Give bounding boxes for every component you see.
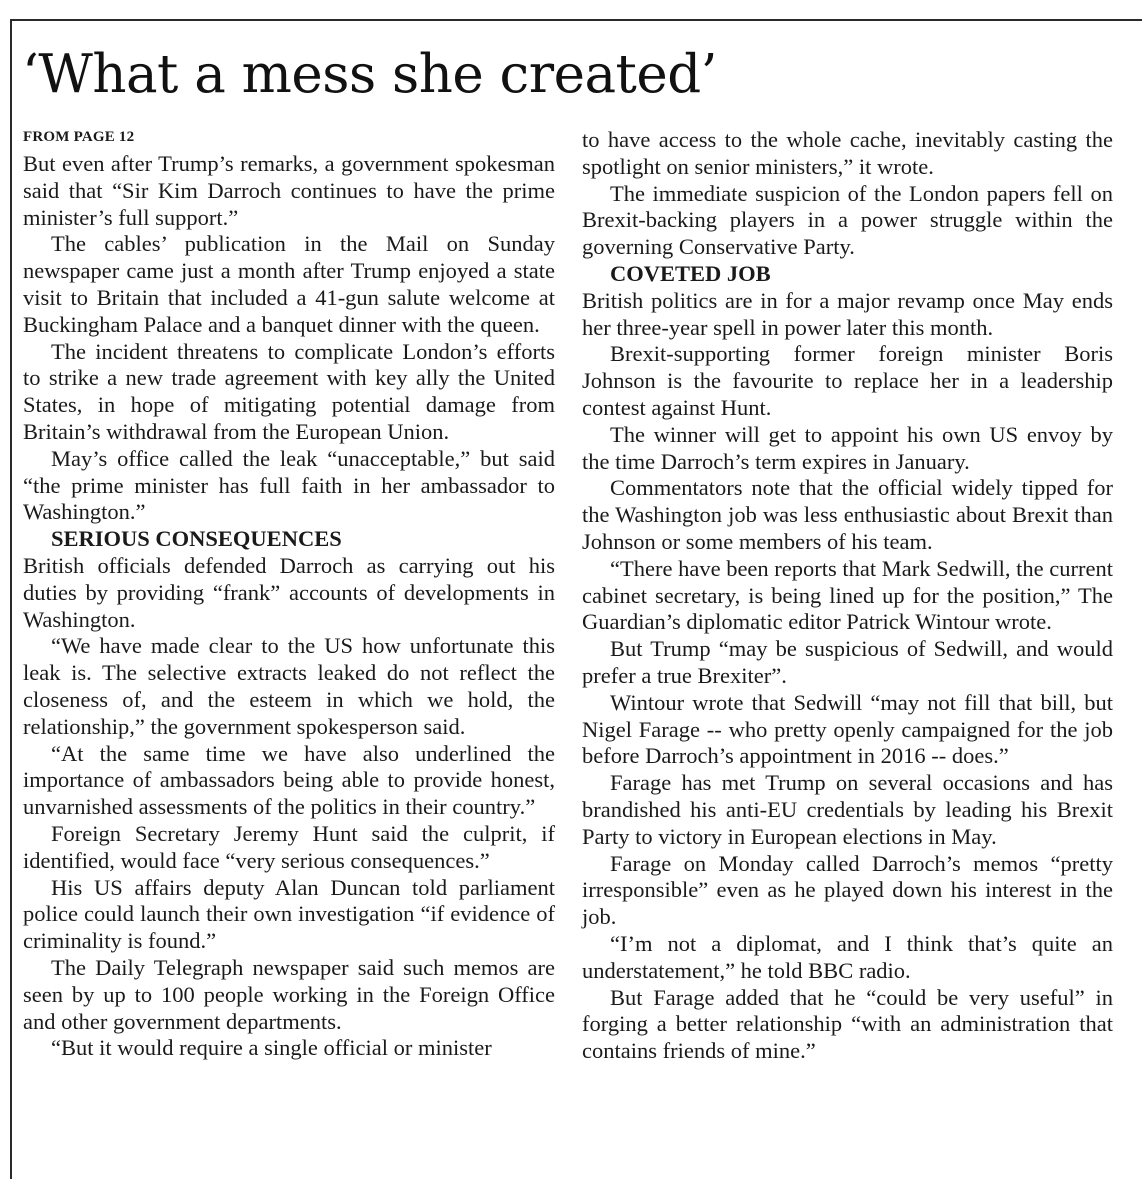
- left-rule: [10, 19, 12, 1179]
- paragraph: “I’m not a diplomat, and I think that’s quite an understatement,” he told BBC radio.: [582, 930, 1113, 983]
- paragraph: “At the same time we have also underlined the importance of ambassadors being able to provide honest, unvarnished assessments of the politics in their country.”: [23, 740, 555, 820]
- paragraph: British officials defended Darroch as carrying out his duties by providing “frank” accounts of developments in Washington.: [23, 552, 555, 632]
- paragraph: Commentators note that the official widely tipped for the Washington job was less enthusiastic about Brexit than Johnson or some members of his team.: [582, 475, 1113, 554]
- paragraph: Wintour wrote that Sedwill “may not fill that bill, but Nigel Farage -- who pretty openly campaigned for the job before Darroch’s appointment in 2016 -- does.”: [582, 689, 1113, 769]
- paragraph: Foreign Secretary Jeremy Hunt said the culprit, if identified, would face “very serious consequences.”: [23, 820, 555, 873]
- paragraph: But even after Trump’s remarks, a government spokesman said that “Sir Kim Darroch continues to have the prime minister’s full support.”: [23, 151, 555, 230]
- paragraph: British politics are in for a major revamp once May ends her three-year spell in power later this month.: [582, 287, 1113, 340]
- paragraph: But Farage added that he “could be very useful” in forging a better relationship “with an administration that contains friends of mine.”: [582, 984, 1113, 1064]
- paragraph: “But it would require a single official or minister: [51, 1035, 492, 1061]
- headline: ‘What a mess she created’: [22, 44, 717, 105]
- paragraph: The immediate suspicion of the London papers fell on Brexit-backing players in a power struggle within the governing Conservative Party.: [582, 180, 1113, 260]
- paragraph: But Trump “may be suspicious of Sedwill, and would prefer a true Brexiter”.: [582, 636, 1113, 688]
- paragraph: to have access to the whole cache, inevitably casting the spotlight on senior ministers,” it wrote.: [582, 127, 1113, 179]
- paragraph: The winner will get to appoint his own US envoy by the time Darroch’s term expires in January.: [582, 421, 1113, 474]
- paragraph: The incident threatens to complicate London’s efforts to strike a new trade agreement with key ally the United States, in hope of mitigating potential damage from Britain’s withdrawal from the European Union.: [23, 338, 555, 444]
- subhead: COVETED JOB: [610, 260, 771, 286]
- paragraph: “There have been reports that Mark Sedwill, the current cabinet secretary, is being lined up for the position,” The Guardian’s diplomatic editor Patrick Wintour wrote.: [582, 555, 1113, 635]
- paragraph: Farage on Monday called Darroch’s memos “pretty irresponsible” even as he played down his interest in the job.: [582, 850, 1113, 930]
- right-column: [582, 127, 1113, 1065]
- paragraph: “We have made clear to the US how unfortunate this leak is. The selective extracts leaked do not reflect the closeness of, and the esteem in which we hold, the relationship,” the government spokesperson said.: [23, 633, 555, 739]
- top-rule: [10, 19, 1142, 21]
- paragraph: The Daily Telegraph newspaper said such memos are seen by up to 100 people working in the Foreign Office and other government departments.: [23, 954, 555, 1034]
- paragraph: Brexit-supporting former foreign minister Boris Johnson is the favourite to replace her in a leadership contest against Hunt.: [582, 341, 1113, 420]
- left-column: [23, 127, 555, 1062]
- paragraph: Farage has met Trump on several occasions and has brandished his anti-EU credentials by leading his Brexit Party to victory in European elections in May.: [582, 770, 1113, 849]
- kicker: FROM PAGE 12: [23, 129, 135, 145]
- paragraph: May’s office called the leak “unacceptable,” but said “the prime minister has full faith in her ambassador to Washington.”: [23, 445, 555, 525]
- paragraph: His US affairs deputy Alan Duncan told parliament police could launch their own investigation “if evidence of criminality is found.”: [23, 874, 555, 954]
- subhead: SERIOUS CONSEQUENCES: [51, 526, 342, 552]
- paragraph: The cables’ publication in the Mail on Sunday newspaper came just a month after Trump enjoyed a state visit to Britain that included a 41-gun salute welcome at Buckingham Palace and a banquet dinner with the queen.: [23, 231, 555, 337]
